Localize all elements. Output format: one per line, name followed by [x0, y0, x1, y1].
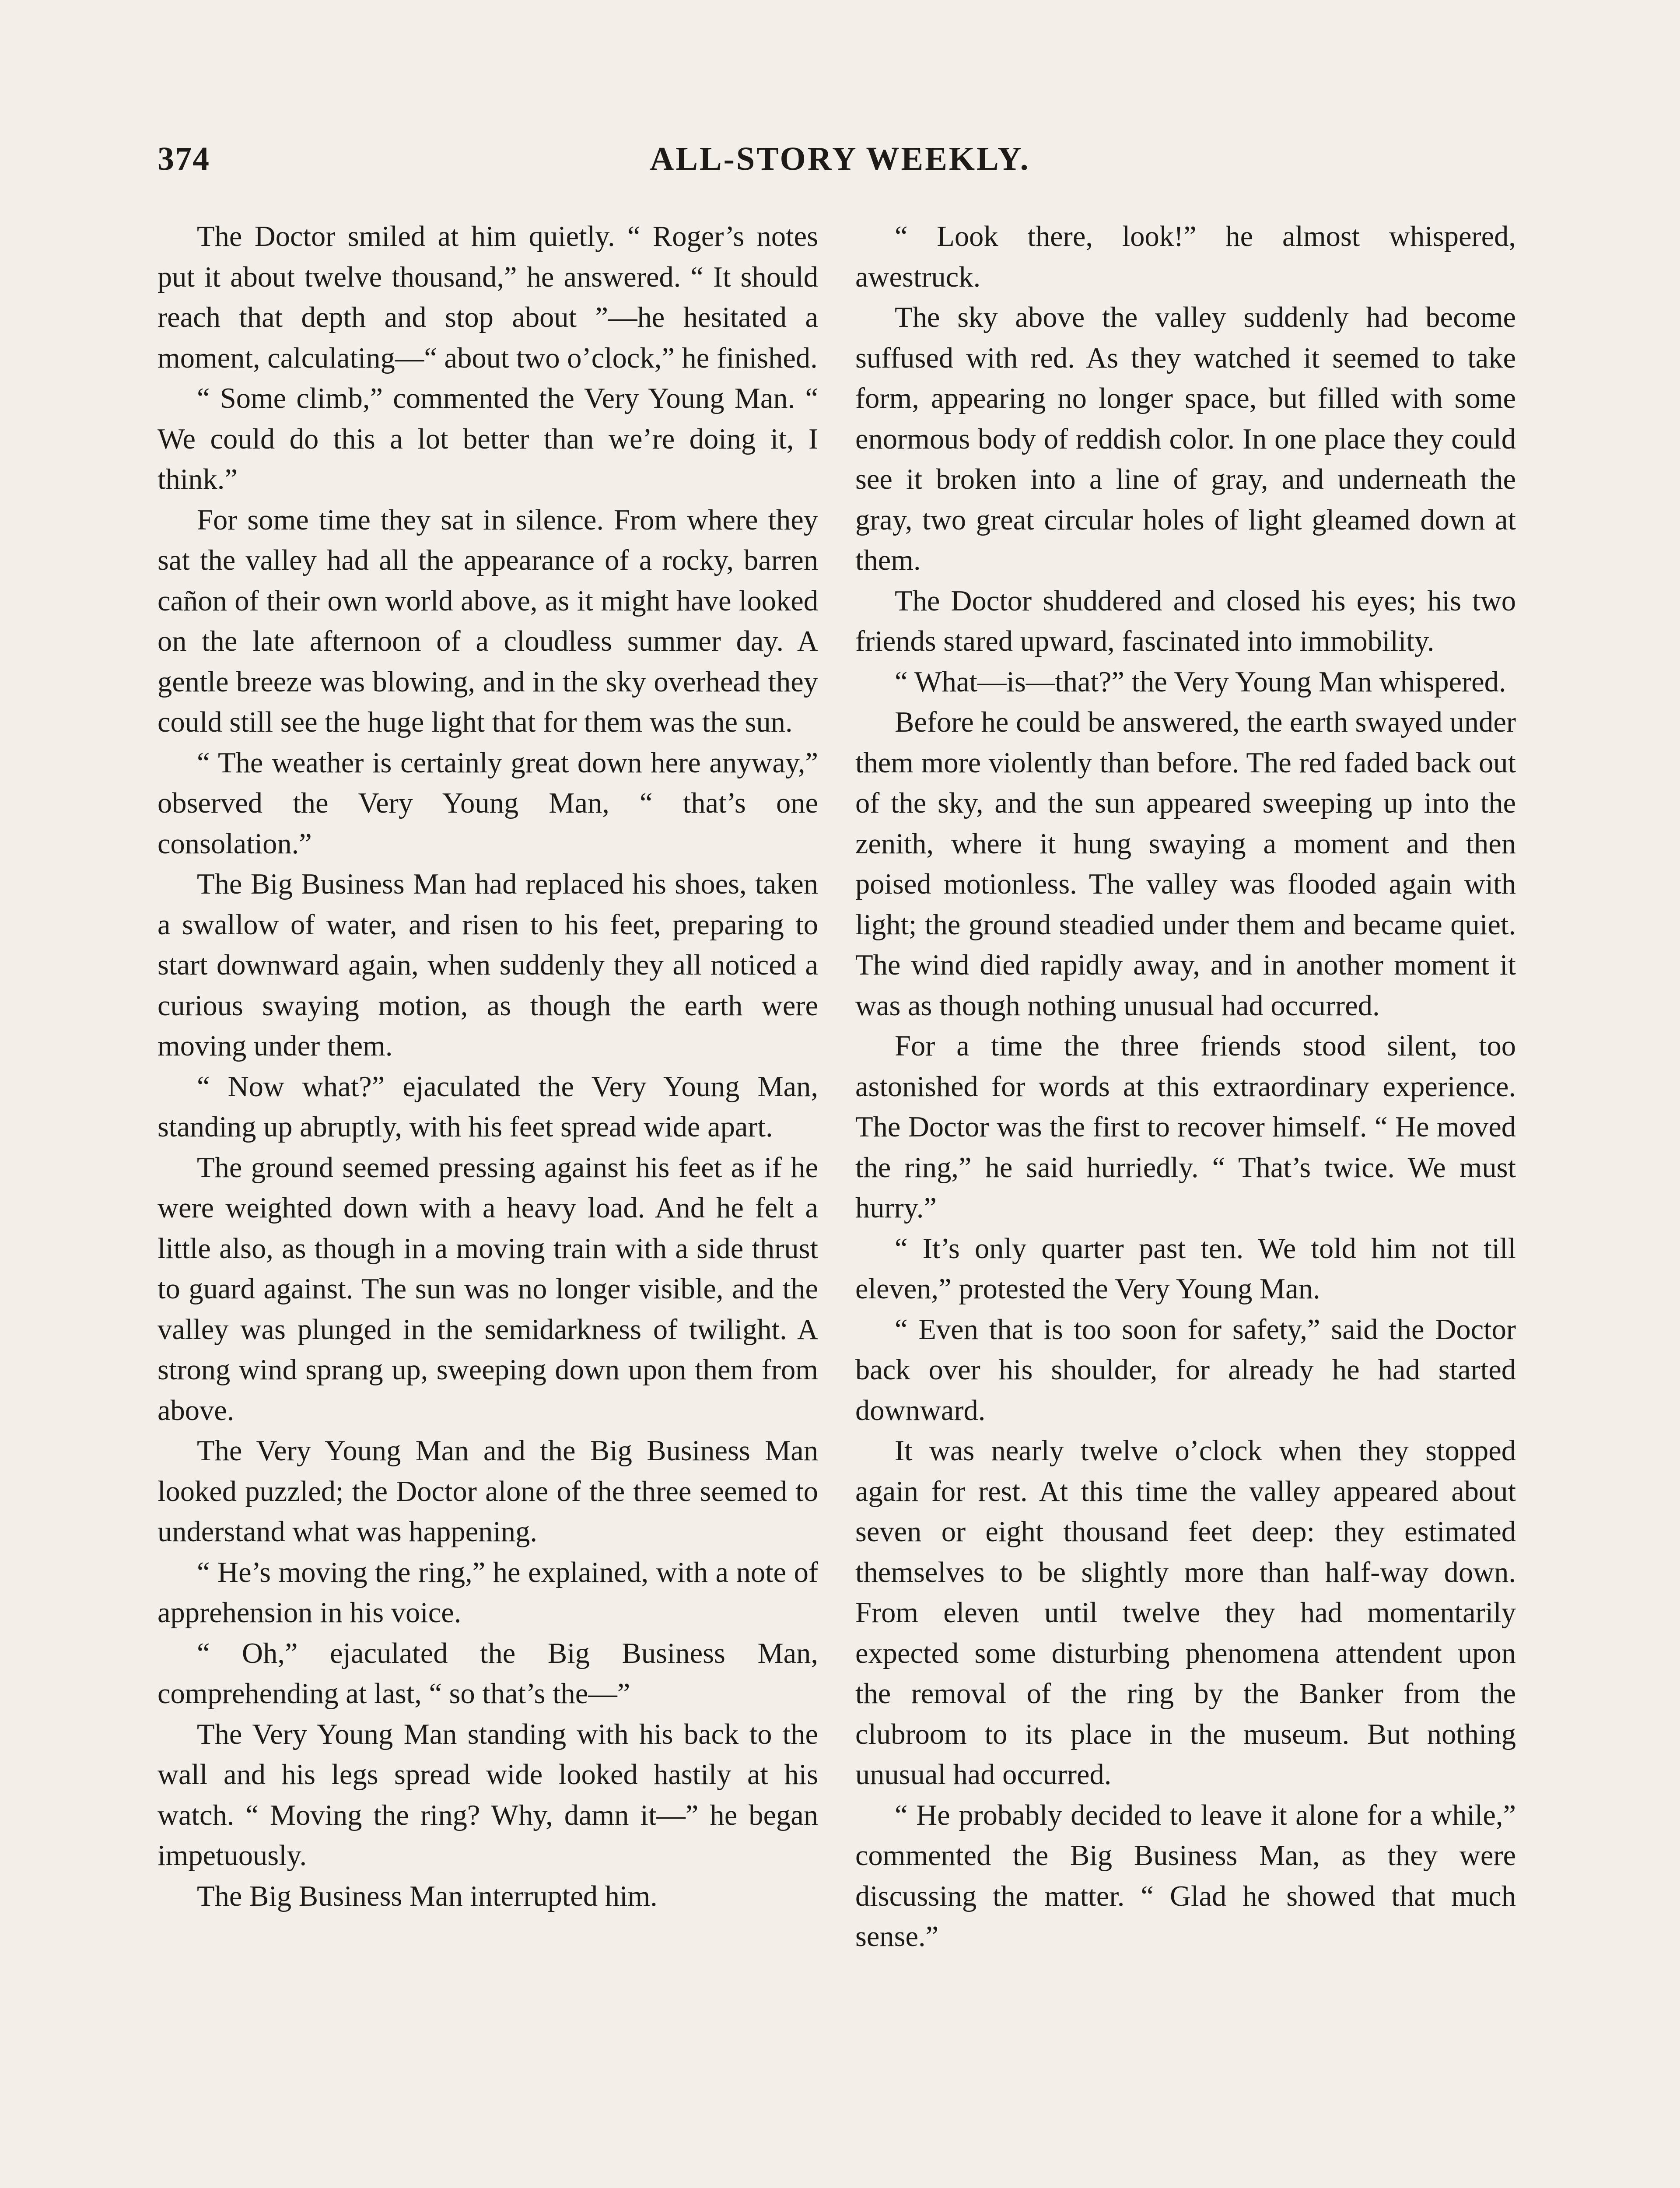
page-header — [158, 140, 1522, 188]
paragraph: The Very Young Man standing with his back to the wall and his legs spread wide looked hastily at his watch. “ Moving the ring? Why, damn it—” he began impetuously. — [158, 1718, 818, 1872]
running-head: ALL-STORY WEEKLY. — [650, 140, 1030, 177]
paragraph: The Very Young Man and the Big Business Man looked puzzled; the Doctor alone of the three seemed to understand what was happening. — [158, 1435, 818, 1548]
page-number: 374 — [158, 140, 210, 177]
paragraph: The ground seemed pressing against his feet as if he were weighted down with a heavy load. And he felt a little also, as though in a moving train with a side thrust to guard against. The sun was no longer visible, and the valley was plunged in the semidarkness of twilight. A strong wind sprang up, sweeping down upon them from above. — [158, 1151, 818, 1427]
paragraph: “ He probably decided to leave it alone for a while,” commented the Big Business Man, as they were discussing the matter. “ Glad he showed that much sense.” — [855, 1799, 1516, 1953]
paragraph: “ It’s only quarter past ten. We told him not till eleven,” protested the Very Young Man. — [855, 1232, 1516, 1305]
right-column — [855, 217, 1516, 1957]
paragraph: “ Some climb,” commented the Very Young Man. “ We could do this a lot better than we’re doing it, I think.” — [158, 382, 818, 495]
paragraph: The Big Business Man had replaced his shoes, taken a swallow of water, and risen to his feet, preparing to start downward again, when suddenly they all noticed a curious swaying motion, as though the earth were moving under them. — [158, 868, 818, 1062]
paragraph: “ Now what?” ejaculated the Very Young Man, standing up abruptly, with his feet spread wide apart. — [158, 1070, 818, 1143]
paragraph: “ Even that is too soon for safety,” said the Doctor back over his shoulder, for already he had started downward. — [855, 1313, 1516, 1427]
paragraph: The sky above the valley suddenly had become suffused with red. As they watched it seemed to take form, appearing no longer space, but filled with some enormous body of reddish color. In one place they could see it broken into a line of gray, and underneath the gray, two great circular holes of light gleamed down at them. — [855, 302, 1516, 576]
paragraph: “ He’s moving the ring,” he explained, with a note of apprehension in his voice. — [158, 1556, 818, 1629]
paragraph: “ Look there, look!” he almost whispered, awestruck. — [855, 221, 1516, 293]
paragraph: “ The weather is certainly great down here anyway,” observed the Very Young Man, “ that’s one consolation.” — [158, 747, 818, 860]
paragraph: For a time the three friends stood silent, too astonished for words at this extraordinary experience. The Doctor was the first to recover himself. “ He moved the ring,” he said hurriedly. “ That’s twice. We must hurry.” — [855, 1030, 1516, 1224]
paragraph: The Doctor smiled at him quietly. “ Roger’s notes put it about twelve thousand,” he answered. “ It should reach that depth and stop about ”—he hesitated a moment, calculating—“ about two o’clock,” he finished. — [158, 221, 818, 374]
left-column — [158, 217, 818, 1917]
paragraph: Before he could be answered, the earth swayed under them more violently than before. The red faded back out of the sky, and the sun appeared sweeping up into the zenith, where it hung swaying a moment and then poised motionless. The valley was flooded again with light; the ground steadied under them and became quiet. The wind died rapidly away, and in another moment it was as though nothing unusual had occurred. — [855, 706, 1516, 1022]
paragraph: The Big Business Man interrupted him. — [197, 1880, 658, 1912]
paragraph: For some time they sat in silence. From where they sat the valley had all the appearance of a rocky, barren cañon of their own world above, as it might have looked on the late afternoon of a cloudless summer day. A gentle breeze was blowing, and in the sky overhead they could still see the huge light that for them was the sun. — [158, 504, 818, 738]
paragraph: “ What—is—that?” the Very Young Man whispered. — [895, 666, 1506, 698]
paragraph: The Doctor shuddered and closed his eyes; his two friends stared upward, fascinated into immobility. — [855, 585, 1516, 657]
paragraph: It was nearly twelve o’clock when they stopped again for rest. At this time the valley appeared about seven or eight thousand feet deep: they estimated themselves to be slightly more than half-way down. From eleven until twelve they had momentarily expected some disturbing phenomena attendent upon the removal of the ring by the Banker from the clubroom to its place in the museum. But nothing unusual had occurred. — [855, 1435, 1516, 1791]
paragraph: “ Oh,” ejaculated the Big Business Man, comprehending at last, “ so that’s the—” — [158, 1637, 818, 1710]
